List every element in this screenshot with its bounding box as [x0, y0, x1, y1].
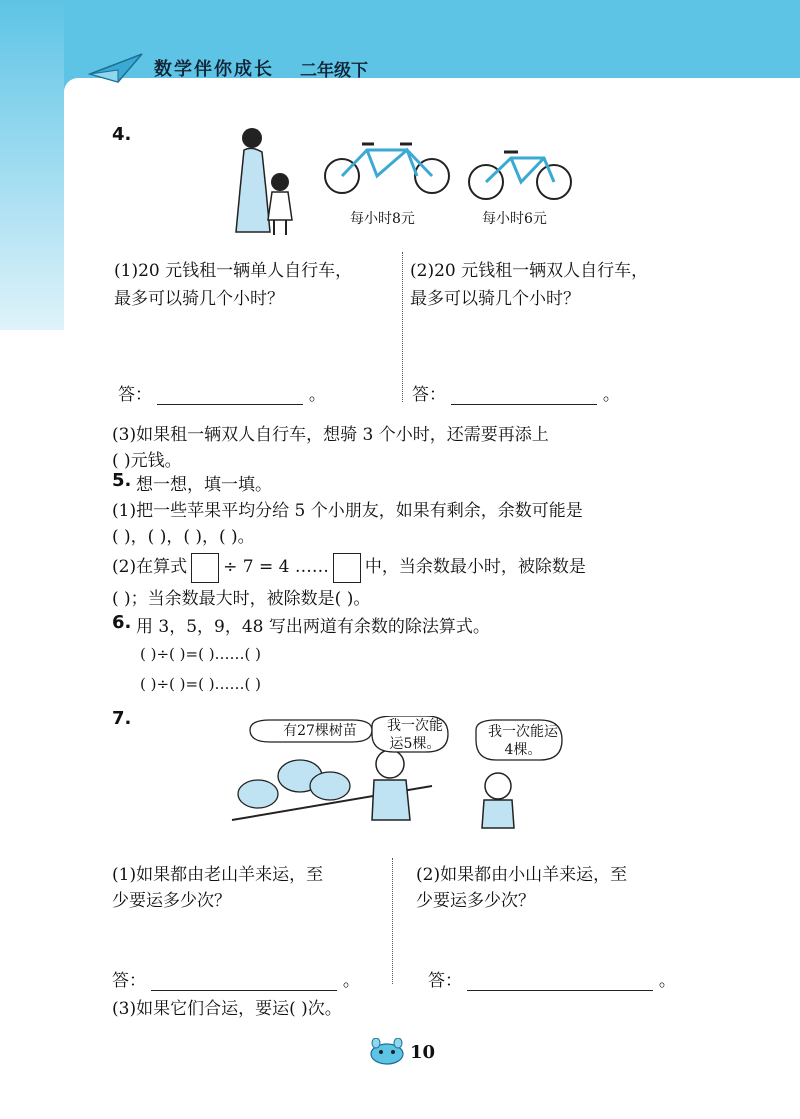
q5-part2-line2: ( )；当余数最大时，被除数是( )。	[112, 589, 371, 609]
grade-label: 二年级下	[300, 60, 368, 81]
q4-divider	[402, 252, 403, 402]
q5-part2-equation: ÷ 7 = 4 ……	[223, 557, 329, 577]
q7-part2-answer-blank[interactable]	[467, 990, 653, 991]
q5-part2-prefix: (2)在算式	[112, 557, 188, 577]
q4-part1-answer-blank[interactable]	[157, 404, 303, 405]
q4-part2-answer	[412, 380, 620, 405]
q7-part1-line2: 少要运多少次？	[112, 891, 231, 911]
q5-number: 5.	[112, 470, 132, 491]
q7-part3: (3)如果它们合运，要运( )次。	[112, 999, 342, 1019]
answer-period: 。	[658, 971, 676, 991]
q4-part1-answer	[118, 380, 326, 405]
remainder-box[interactable]	[333, 553, 361, 583]
q4-part2-line2: 最多可以骑几个小时？	[410, 289, 580, 309]
q5-part1-line2: ( )，( )，( )，( )。	[112, 527, 255, 547]
q4-number: 4.	[112, 124, 132, 145]
page-frame-left	[0, 0, 64, 330]
answer-label: 答：	[112, 971, 146, 991]
tandem-bicycle-illustration	[322, 136, 452, 196]
q6-row2: ( )÷( )=( )……( )	[140, 675, 262, 693]
answer-label: 答：	[412, 385, 446, 405]
q6-row1: ( )÷( )=( )……( )	[140, 645, 262, 663]
book-title: 数学伴你成长	[154, 59, 274, 80]
answer-label: 答：	[428, 971, 462, 991]
single-bicycle-illustration	[466, 142, 576, 202]
q5-title: 想一想，填一填。	[136, 475, 272, 495]
q5-part2-suffix: 中，当余数最小时，被除数是	[364, 557, 586, 577]
q5-part1-line1: (1)把一些苹果平均分给 5 个小朋友，如果有剩余，余数可能是	[112, 501, 583, 521]
page-number: 10	[410, 1042, 436, 1063]
old-goat-bubble: 我一次能运5棵。	[387, 718, 443, 752]
answer-period: 。	[602, 385, 620, 405]
trees-count-bubble: 有27棵树苗	[283, 723, 357, 739]
q6-title: 用 3，5，9，48 写出两道有余数的除法算式。	[136, 617, 490, 637]
page-header	[88, 48, 368, 88]
q4-part1-line1: (1)20 元钱租一辆单人自行车，	[114, 261, 353, 281]
dividend-box[interactable]	[191, 553, 219, 583]
young-goat-bubble: 我一次能运4棵。	[488, 724, 558, 758]
q4-part2-answer-blank[interactable]	[451, 404, 597, 405]
q7-number: 7.	[112, 708, 132, 729]
q7-part2-answer	[428, 966, 676, 991]
paper-plane-icon	[88, 50, 144, 86]
single-price-caption: 每小时6元	[482, 211, 547, 227]
mother-child-illustration	[222, 120, 302, 240]
q6-number: 6.	[112, 612, 132, 633]
answer-label: 答：	[118, 385, 152, 405]
q4-part2-line1: (2)20 元钱租一辆双人自行车，	[410, 261, 649, 281]
q4-part1-line2: 最多可以骑几个小时？	[114, 289, 284, 309]
q7-divider	[392, 858, 393, 984]
answer-period: 。	[342, 971, 360, 991]
cartoon-mascot-icon	[366, 1038, 408, 1066]
q7-part1-line1: (1)如果都由老山羊来运，至	[112, 865, 324, 885]
q4-part3-line2: ( )元钱。	[112, 451, 182, 471]
tandem-price-caption: 每小时8元	[350, 211, 415, 227]
q4-part3-line1: (3)如果租一辆双人自行车，想骑 3 个小时，还需要再添上	[112, 425, 549, 445]
q7-part2-line1: (2)如果都由小山羊来运，至	[416, 865, 628, 885]
q7-part1-answer-blank[interactable]	[151, 990, 337, 991]
q5-part2-line1	[112, 552, 586, 583]
q7-part2-line2: 少要运多少次？	[416, 891, 535, 911]
q7-part1-answer	[112, 966, 360, 991]
answer-period: 。	[308, 385, 326, 405]
